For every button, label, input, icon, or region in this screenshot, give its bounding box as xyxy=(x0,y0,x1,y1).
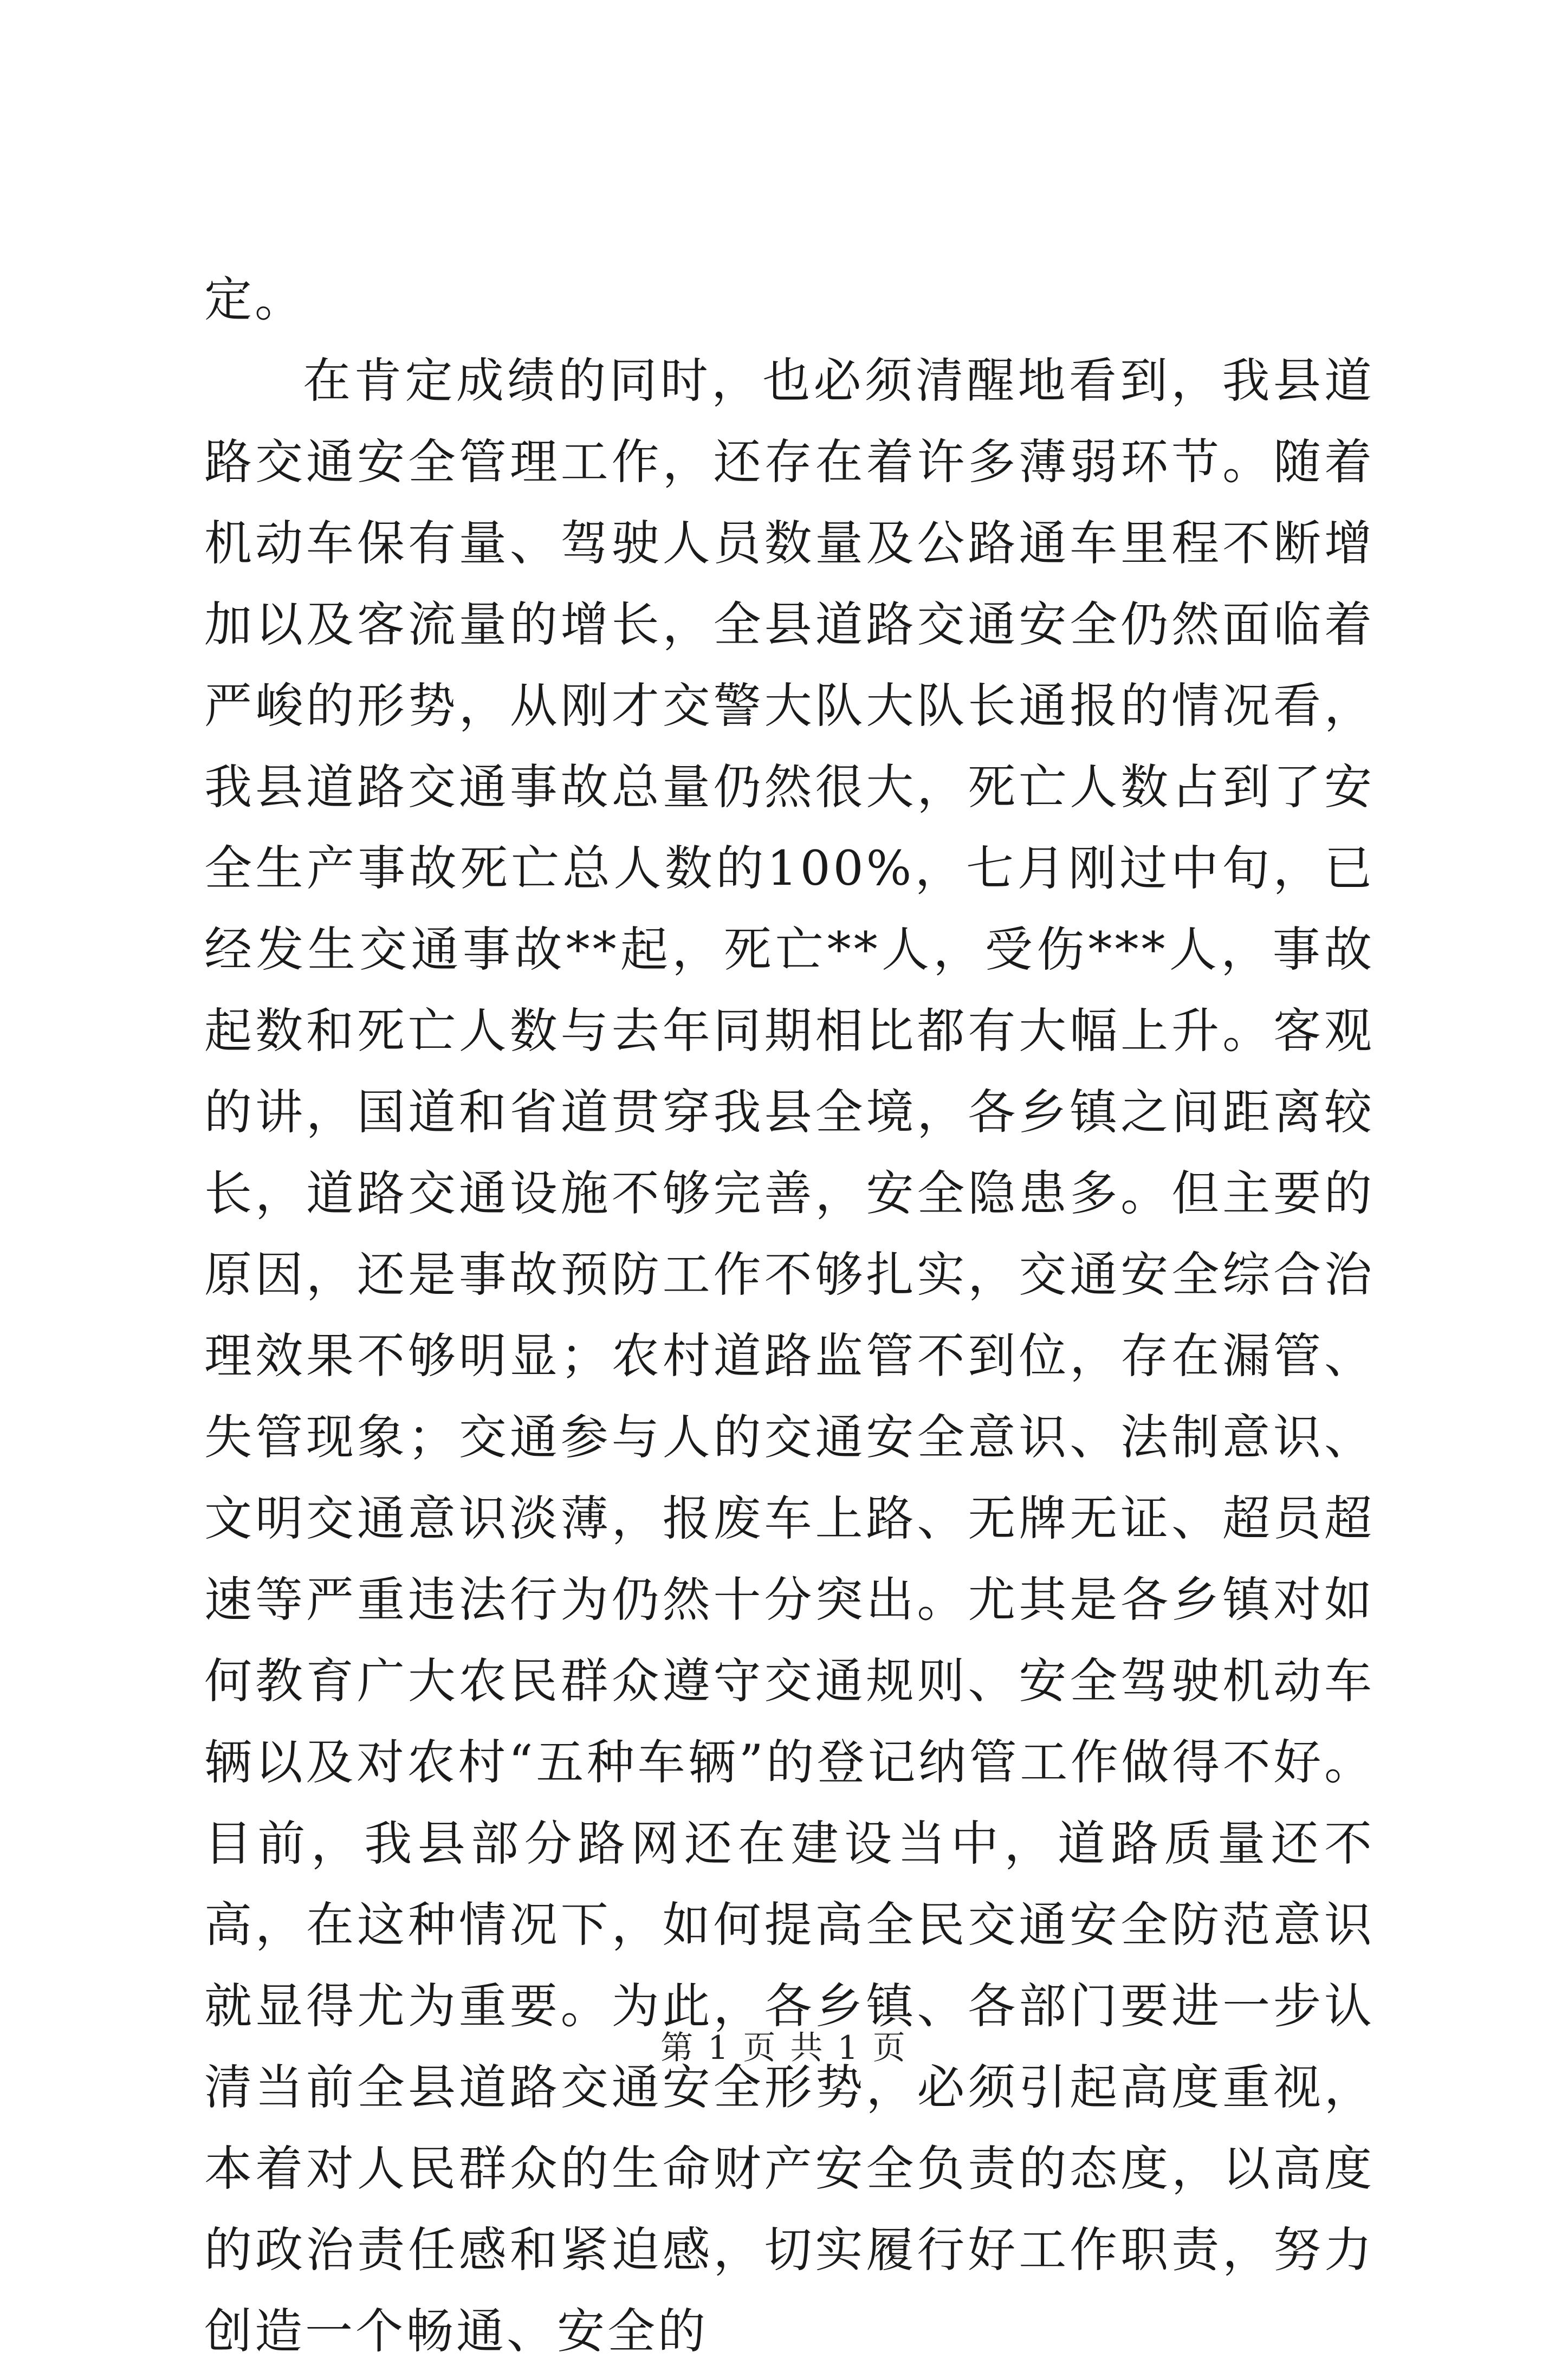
page-footer: 第 1 页 共 1 页 xyxy=(660,2029,908,2067)
paragraph-continuation: 定。 xyxy=(204,271,306,327)
paragraph-body: 在肯定成绩的同时，也必须清醒地看到，我县道路交通安全管理工作，还存在着许多薄弱环节。随着机动车保有量、驾驶人员数量及公路通车里程不断增加以及客流量的增长，全县道路交通安全仍然面临着严峻的形势，从刚才交警大队大队长通报的情况看，我县道路交通事故总量仍然很大，死亡人数占到了安全生产事故死亡总人数的100%，七月刚过中旬，已经发生交通事故**起，死亡**人，受伤***人，事故起数和死亡人数与去年同期相比都有大幅上升。客观的讲，国道和省道贯穿我县全境，各乡镇之间距离较长，道路交通设施不够完善，安全隐患多。但主要的原因，还是事故预防工作不够扎实，交通安全综合治理效果不够明显；农村道路监管不到位，存在漏管、失管现象；交通参与人的交通安全意识、法制意识、文明交通意识淡薄，报废车上路、无牌无证、超员超速等严重违法行为仍然十分突出。尤其是各乡镇对如何教育广大农民群众遵守交通规则、安全驾驶机动车辆以及对农村“五种车辆”的登记纳管工作做得不好。目前，我县部分路网还在建设当中，道路质量还不高，在这种情况下，如何提高全民交通安全防范意识就显得尤为重要。为此，各乡镇、各部门要进一步认清当前全县道路交通安全形势，必须引起高度重视，本着对人民群众的生命财产安全负责的态度，以高度的政治责任感和紧迫感，切实履行好工作职责，努力创造一个畅通、安全的 xyxy=(204,353,1375,2359)
